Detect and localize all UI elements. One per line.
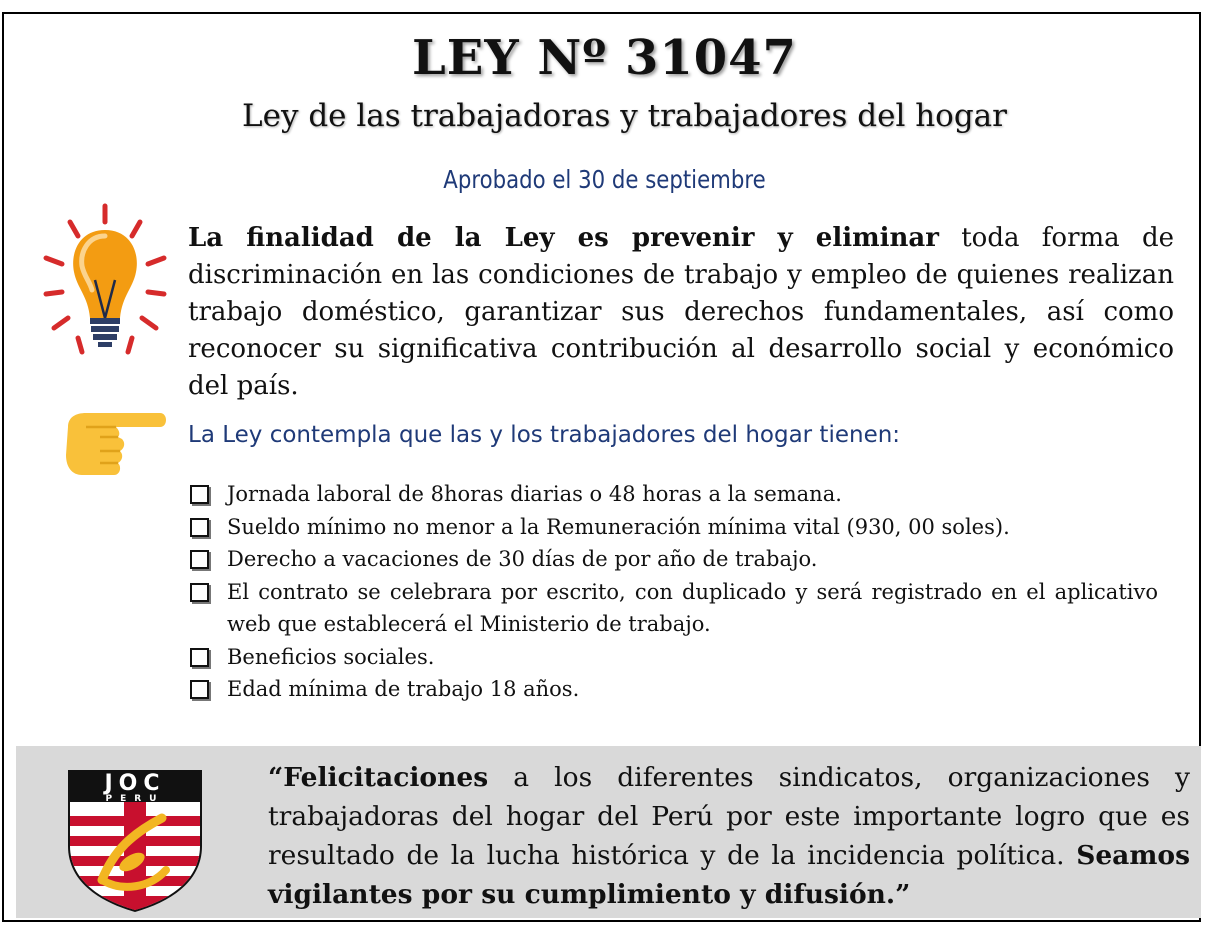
approval-date: Aprobado el 30 de septiembre: [443, 165, 766, 194]
checkbox-icon: [190, 485, 209, 504]
purpose-bold: La finalidad de la Ley es prevenir y eliminar: [188, 223, 939, 253]
logo-text: JOC: [104, 771, 166, 796]
list-item: [188, 478, 1158, 511]
list-item-text: Beneficios sociales.: [227, 644, 435, 669]
list-item: [188, 641, 1158, 674]
list-item-text: El contrato se celebrara por escrito, con duplicado y será registrado en el aplicativo web que establecerá el Ministerio de trabajo.: [227, 579, 1158, 636]
list-item-text: Edad mínima de trabajo 18 años.: [227, 677, 580, 701]
purpose-text: toda forma de discriminación en las condiciones de trabajo y empleo de quienes realizan trabajo doméstico, garantizar sus derechos fundamentales, así como reconocer su significativa contribución al desarrollo social y económico del país.: [188, 223, 1175, 401]
list-item: [188, 576, 1158, 641]
checkbox-icon: [190, 518, 209, 537]
checkbox-icon: [190, 550, 209, 569]
list-item: [188, 543, 1158, 576]
checkbox-icon: [190, 648, 209, 667]
list-item: [188, 511, 1158, 544]
list-item-text: Jornada laboral de 8horas diarias o 48 horas a la semana.: [227, 482, 842, 506]
rights-list: [188, 478, 1158, 706]
logo-subtext: PERU: [105, 794, 165, 804]
checkbox-icon: [190, 583, 209, 602]
page-subtitle: Ley de las trabajadoras y trabajadores del hogar: [242, 98, 1007, 134]
joc-peru-logo: [62, 760, 208, 912]
congrats-bold-end: Seamos vigilantes por su cumplimiento y difusión.”: [268, 840, 1190, 910]
checkbox-icon: [190, 680, 209, 699]
rights-intro: La Ley contempla que las y los trabajadores del hogar tienen:: [188, 422, 901, 448]
congrats-bold-start: “Felicitaciones: [268, 762, 489, 793]
lightbulb-icon: [40, 200, 170, 360]
congratulations-text: [268, 758, 1190, 914]
page-title: LEY Nº 31047: [412, 30, 797, 86]
list-item-text: Sueldo mínimo no menor a la Remuneración mínima vital (930, 00 soles).: [227, 514, 1010, 539]
list-item: [188, 673, 1158, 706]
list-item-text: Derecho a vacaciones de 30 días de por año de trabajo.: [227, 547, 818, 571]
congrats-body: a los diferentes sindicatos, organizaciones y trabajadoras del hogar del Perú por este importante logro que es resultado de la lucha histórica y de la incidencia política.: [268, 762, 1190, 871]
pointing-hand-icon: [60, 405, 170, 483]
law-purpose: [188, 220, 1174, 405]
